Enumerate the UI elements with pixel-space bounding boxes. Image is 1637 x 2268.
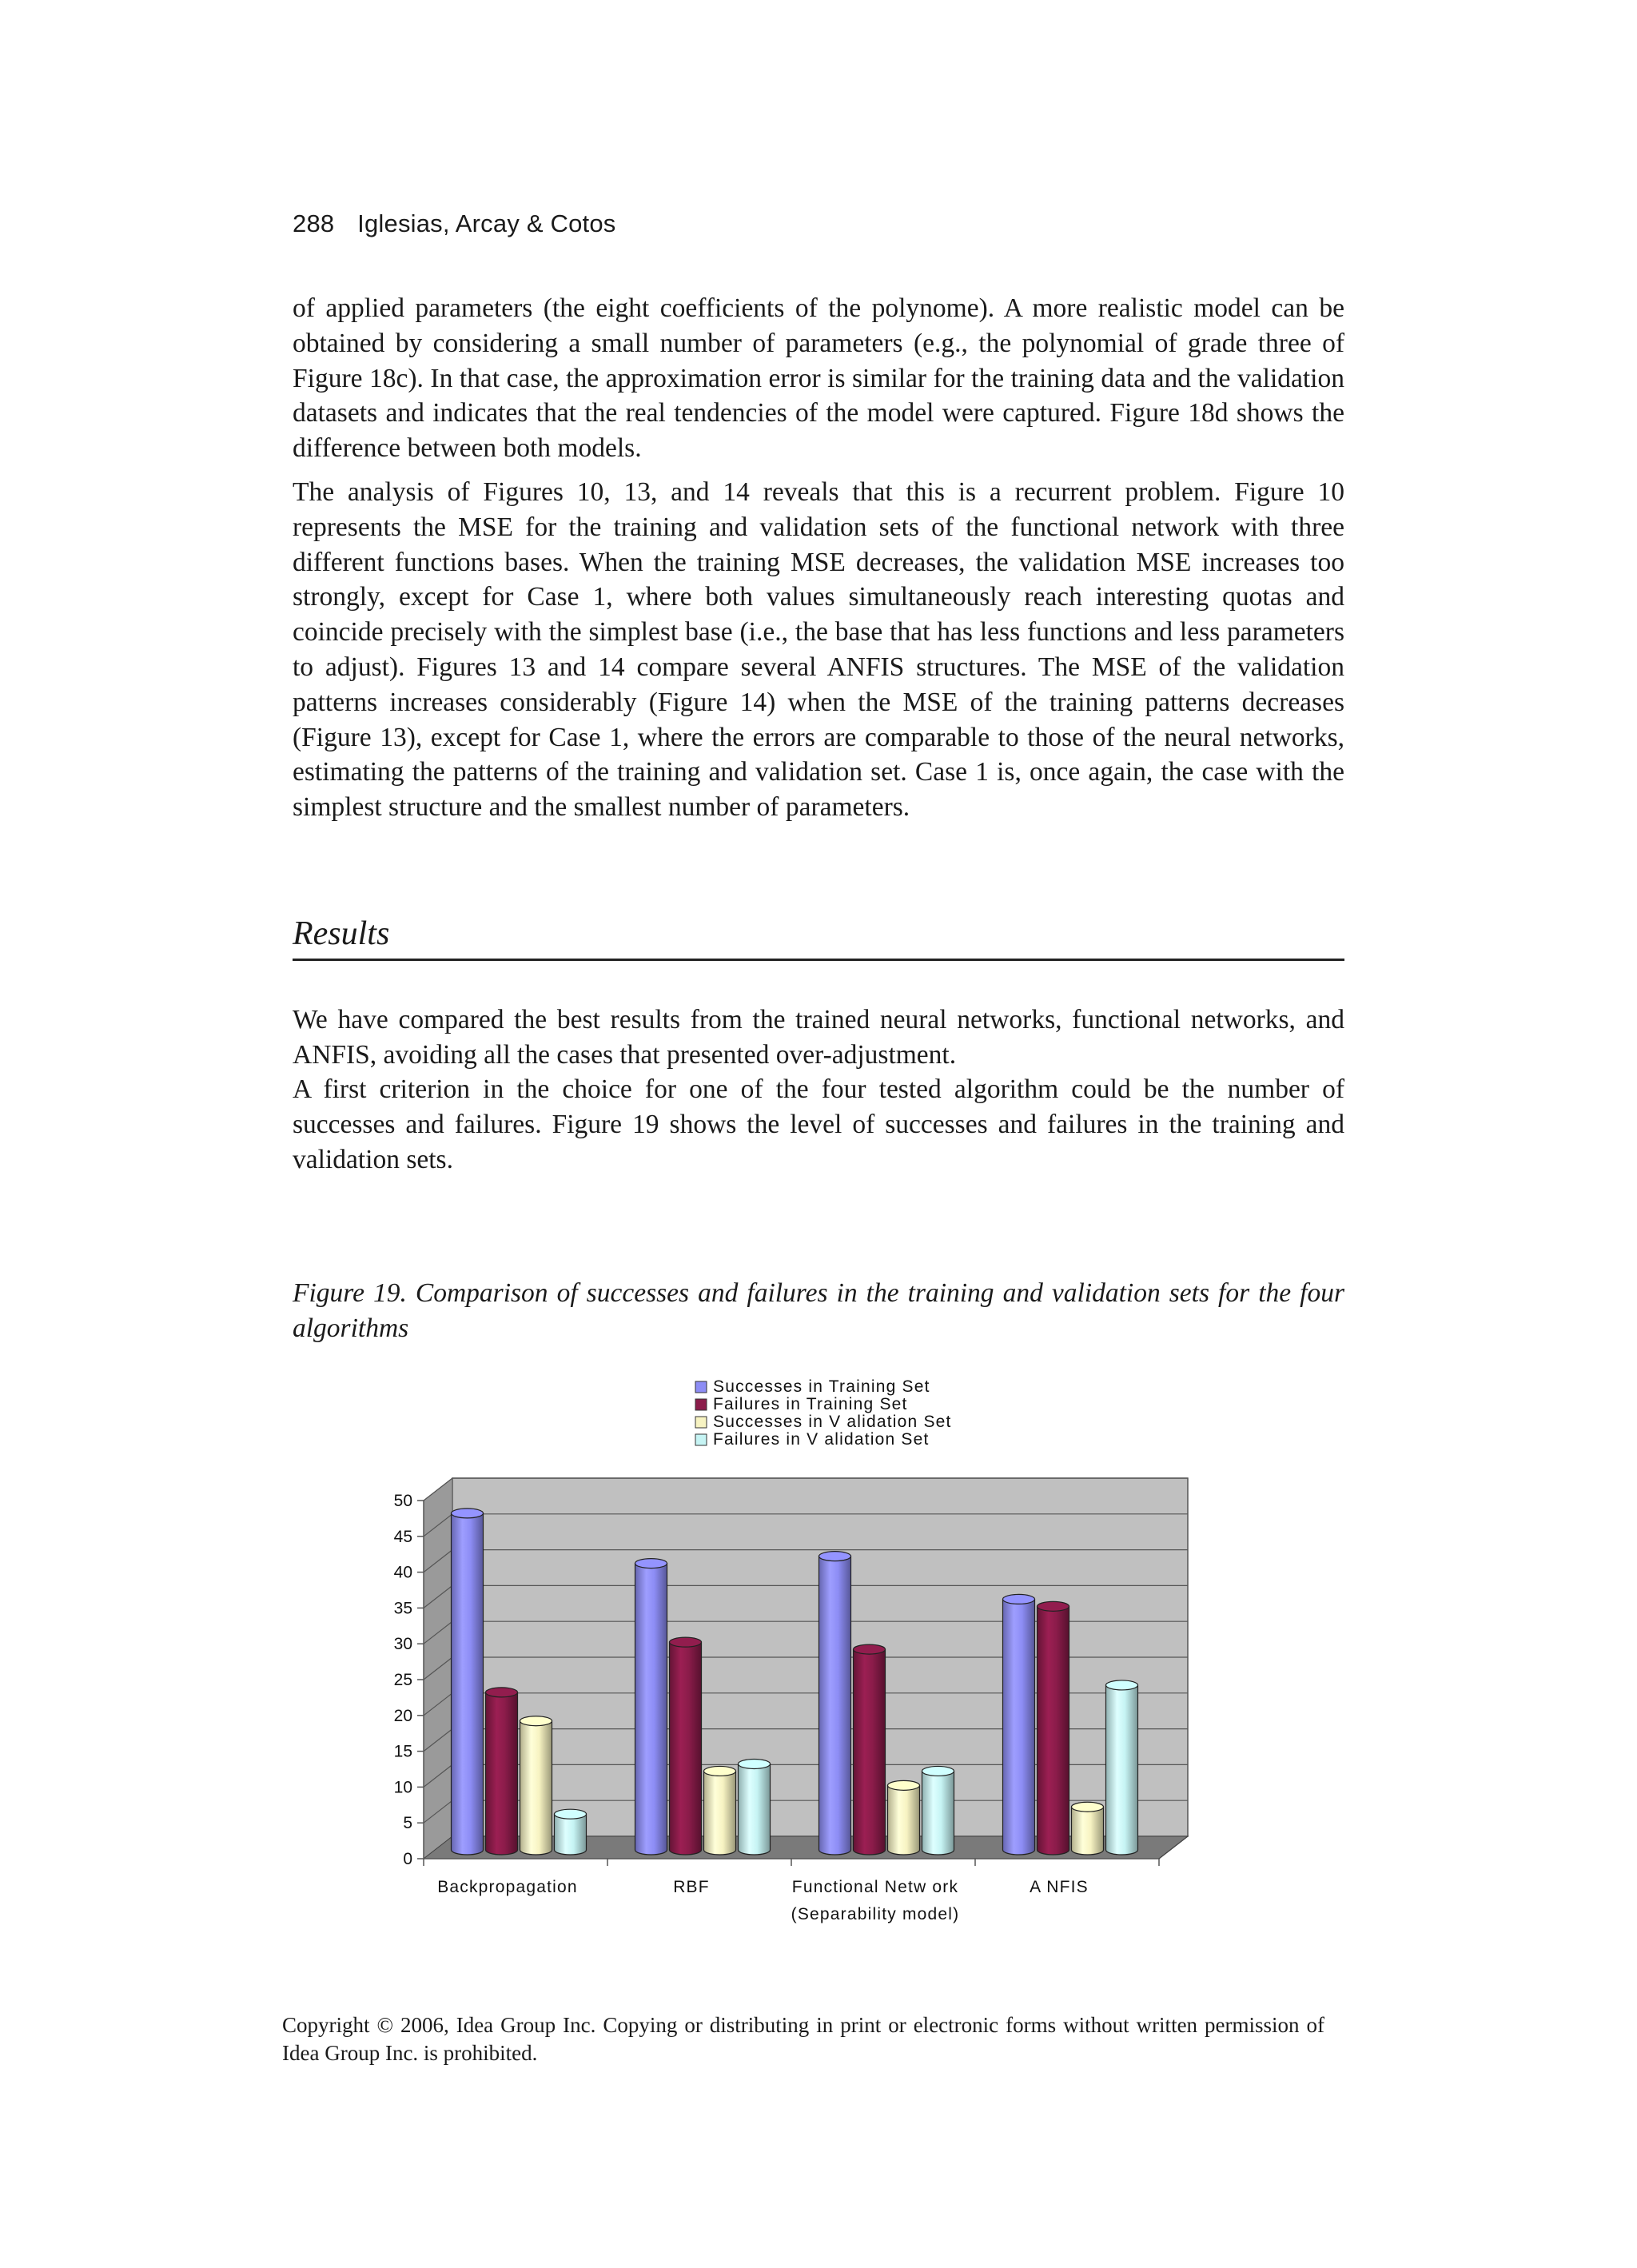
legend-swatch-4 bbox=[695, 1434, 707, 1445]
y-tick-label-35: 35 bbox=[393, 1599, 412, 1618]
y-tick-label-40: 40 bbox=[393, 1563, 412, 1582]
legend-swatch-3 bbox=[695, 1417, 707, 1428]
bar-3-4 bbox=[1072, 1802, 1104, 1855]
y-tick-label-0: 0 bbox=[403, 1850, 412, 1868]
bar-2-4 bbox=[1038, 1601, 1069, 1855]
section-title-results: Results bbox=[293, 914, 1344, 961]
bar-4-3 bbox=[922, 1766, 954, 1855]
legend-label-2: Failures in Training Set bbox=[713, 1395, 908, 1413]
bar-4-1 bbox=[555, 1809, 587, 1855]
y-tick-label-45: 45 bbox=[393, 1527, 412, 1546]
bar-3-3 bbox=[888, 1780, 920, 1855]
body-paragraph-1: of applied parameters (the eight coefficients of the polynome). A more realistic model can be obtained by considering a small number of parameters (e.g., the polynomial of grade three of Figure 18c). In that case, the approximation error is similar for the training data and the validation datasets and indicates that the real tendencies of the model were captured. Figure 18d shows the difference between both models. bbox=[293, 293, 1344, 464]
running-head bbox=[293, 209, 616, 238]
chart-legend bbox=[695, 1377, 952, 1449]
bar-1-4 bbox=[1003, 1594, 1035, 1855]
bar-2-2 bbox=[670, 1637, 702, 1855]
bar-2-3 bbox=[854, 1644, 886, 1855]
figure-19-chart bbox=[376, 1375, 1239, 1939]
copyright-footer: Copyright © 2006, Idea Group Inc. Copying or distributing in print or electronic forms without written permission of Idea Group Inc. is prohibited. bbox=[282, 2013, 1324, 2065]
y-tick-label-30: 30 bbox=[393, 1635, 412, 1654]
page-number: 288 bbox=[293, 209, 335, 237]
legend-label-4: Failures in V alidation Set bbox=[713, 1430, 930, 1449]
bar-3-1 bbox=[520, 1716, 552, 1855]
y-tick-label-15: 15 bbox=[393, 1742, 412, 1761]
y-tick-label-5: 5 bbox=[403, 1814, 412, 1833]
legend-label-1: Successes in Training Set bbox=[713, 1377, 930, 1396]
running-head-authors: Iglesias, Arcay & Cotos bbox=[357, 209, 616, 237]
body-paragraph-3: We have compared the best results from the trained neural networks, functional networks, and ANFIS, avoiding all the cases that presented over-adjustment. bbox=[293, 1005, 1344, 1070]
y-tick-label-50: 50 bbox=[393, 1492, 412, 1510]
x-tick-label-1: Backpropagation bbox=[437, 1878, 578, 1896]
x-tick-label-3: Functional Netw ork (Separability model) bbox=[791, 1878, 960, 1923]
bar-1-3 bbox=[819, 1552, 851, 1855]
y-tick-label-20: 20 bbox=[393, 1706, 412, 1725]
legend-swatch-1 bbox=[695, 1381, 707, 1393]
bar-chart-svg bbox=[376, 1375, 1239, 1935]
x-tick-label-4: A NFIS bbox=[1030, 1878, 1089, 1896]
body-paragraph-4: A first criterion in the choice for one of the four tested algorithm could be the number of successes and failures. Figure 19 shows the level of successes and failures in the training and validation sets. bbox=[293, 1074, 1344, 1174]
figure-caption: Figure 19. Comparison of successes and failures in the training and validation sets for the four algorithms bbox=[293, 1278, 1344, 1343]
legend-swatch-2 bbox=[695, 1399, 707, 1410]
body-paragraph-2: The analysis of Figures 10, 13, and 14 reveals that this is a recurrent problem. Figure 10 represents the MSE for the training and validation sets of the functional network with three different functions bases. When the training MSE decreases, the validation MSE increases too strongly, except for Case 1, where both values simultaneously reach interesting quotas and coincide precisely with the simplest base (i.e., the base that has less functions and less parameters to adjust). Figures 13 and 14 compare several ANFIS structures. The MSE of the validation patterns increases considerably (Figure 14) when the MSE of the training patterns decreases (Figure 13), except for Case 1, where the errors are comparable to those of the neural networks, estimating the patterns of the training and validation set. Case 1 is, once again, the case with the simplest structure and the smallest number of parameters. bbox=[293, 477, 1344, 823]
legend-label-3: Successes in V alidation Set bbox=[713, 1413, 952, 1431]
bar-1-1 bbox=[452, 1509, 484, 1855]
bar-4-2 bbox=[739, 1759, 771, 1855]
bar-1-2 bbox=[635, 1559, 667, 1855]
x-tick-label-2: RBF bbox=[673, 1878, 710, 1896]
bar-2-1 bbox=[486, 1688, 518, 1855]
bar-3-2 bbox=[704, 1766, 736, 1855]
y-tick-label-10: 10 bbox=[393, 1778, 412, 1797]
y-tick-label-25: 25 bbox=[393, 1671, 412, 1689]
bar-4-4 bbox=[1106, 1680, 1138, 1855]
